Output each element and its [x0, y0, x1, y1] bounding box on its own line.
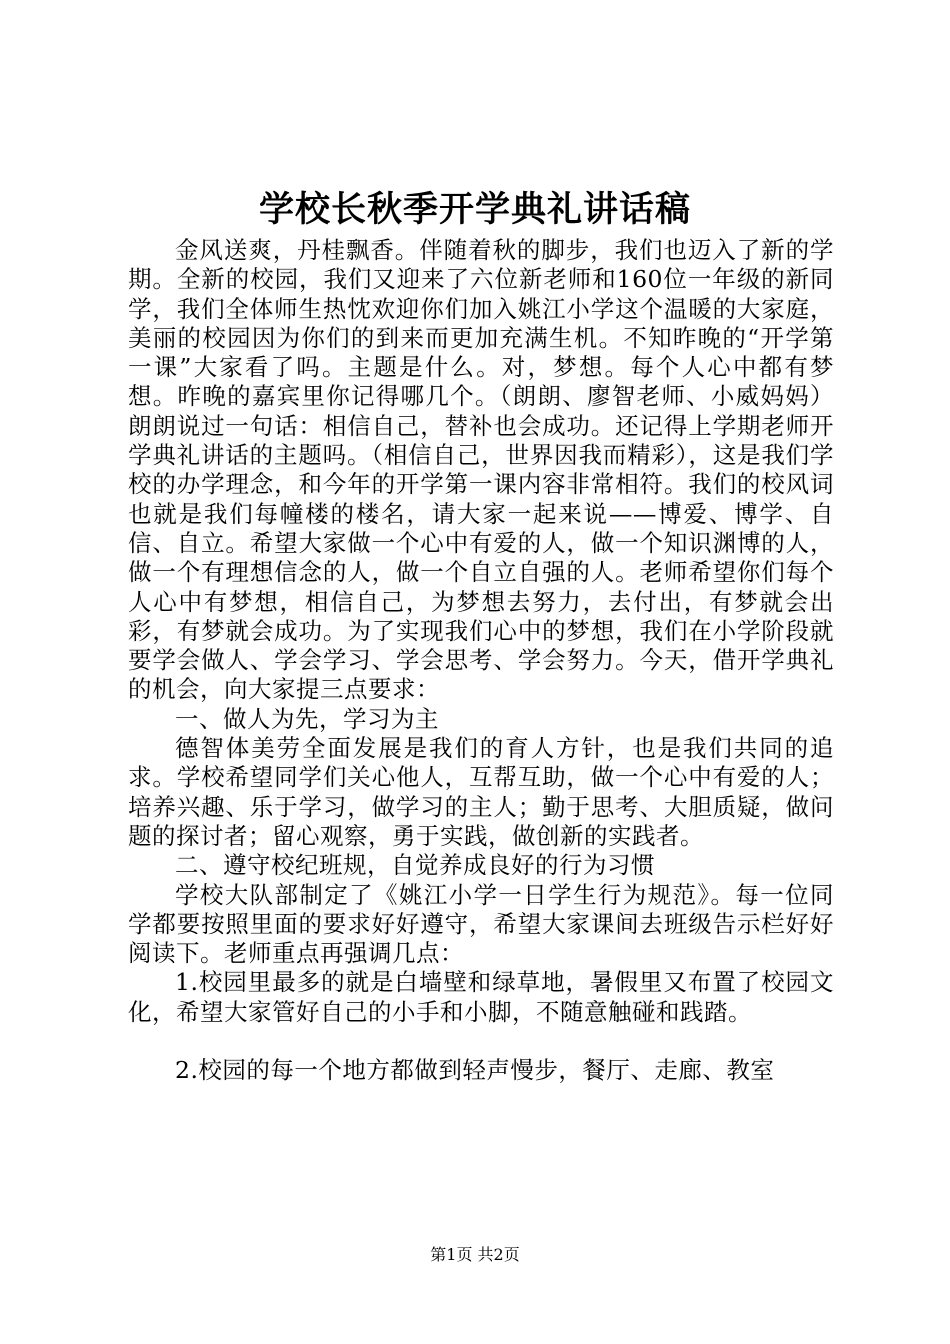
paragraph-section-2: 学校大队部制定了《姚江小学一日学生行为规范》。每一位同学都要按照里面的要求好好遵守，希望大家课间去班级告示栏好好阅读下。老师重点再强调几点： — [128, 880, 834, 968]
page-footer: 第1页 共2页 — [430, 1245, 520, 1264]
section-heading-1: 一、做人为先，学习为主 — [175, 704, 439, 733]
list-item-1: 1.校园里最多的就是白墙壁和绿草地，暑假里又布置了校园文化，希望大家管好自己的小手和小脚，不随意触碰和践踏。 — [128, 968, 834, 1026]
paragraph-intro: 金风送爽，丹桂飘香。伴随着秋的脚步，我们也迈入了新的学期。全新的校园，我们又迎来了六位新老师和160位一年级的新同学，我们全体师生热忱欢迎你们加入姚江小学这个温暖的大家庭，美丽的校园因为你们的到来而更加充满生机。不知昨晚的“开学第一课”大家看了吗。主题是什么。对，梦想。每个人心中都有梦想。昨晚的嘉宾里你记得哪几个。（朗朗、廖智老师、小威妈妈）朗朗说过一句话：相信自己，替补也会成功。还记得上学期老师开学典礼讲话的主题吗。（相信自己，世界因我而精彩），这是我们学校的办学理念，和今年的开学第一课内容非常相符。我们的校风词也就是我们每幢楼的楼名，请大家一起来说——博爱、博学、自信、自立。希望大家做一个心中有爱的人，做一个知识渊博的人，做一个有理想信念的人，做一个自立自强的人。老师希望你们每个人心中有梦想，相信自己，为梦想去努力，去付出，有梦就会出彩，有梦就会成功。为了实现我们心中的梦想，我们在小学阶段就要学会做人、学会学习、学会思考、学会努力。今天，借开学典礼的机会，向大家提三点要求： — [128, 236, 834, 704]
document-body — [128, 236, 834, 1086]
paragraph-section-1: 德智体美劳全面发展是我们的育人方针，也是我们共同的追求。学校希望同学们关心他人，互帮互助，做一个心中有爱的人；培养兴趣、乐于学习，做学习的主人；勤于思考、大胆质疑，做问题的探讨者；留心观察，勇于实践，做创新的实践者。 — [128, 734, 834, 850]
document-title: 学校长秋季开学典礼讲话稿 — [258, 189, 691, 230]
list-item-2: 2.校园的每一个地方都做到轻声慢步，餐厅、走廊、教室 — [175, 1056, 775, 1085]
section-heading-2: 二、遵守校纪班规，自觉养成良好的行为习惯 — [175, 851, 655, 880]
